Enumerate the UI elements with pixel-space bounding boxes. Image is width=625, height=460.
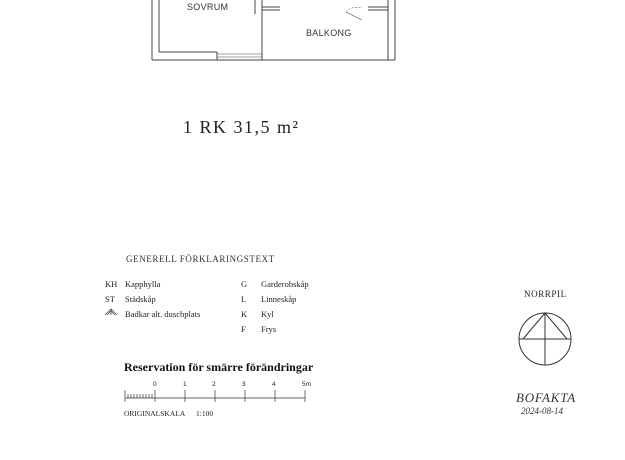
scale-tick-label: 3 [242, 381, 246, 388]
legend-desc-badkar: Badkar alt. duschplats [125, 309, 201, 319]
legend-code-kh: KH [105, 279, 118, 289]
scale-tick-label: 4 [272, 381, 276, 388]
scale-tick-label: 0 [153, 381, 157, 388]
apartment-area: 1 RK 31,5 m² [183, 117, 300, 137]
legend-code-k: K [241, 309, 248, 319]
legend-code-g: G [241, 279, 248, 289]
scale-tick-label: 5m [302, 381, 312, 388]
scale-ratio: 1:100 [196, 409, 214, 418]
reservation-note: Reservation för smärre förändringar [124, 360, 314, 374]
brand-logo: BOFAKTA [516, 390, 577, 405]
legend-code-l: L [241, 294, 247, 304]
door-leaf [346, 12, 362, 20]
legend-title: GENERELL FÖRKLARINGSTEXT [126, 254, 275, 264]
brand-date: 2024-08-14 [521, 406, 563, 416]
legend-desc-g: Garderobskåp [261, 279, 309, 289]
scale-tick-label: 1 [183, 381, 187, 388]
legend-desc-f: Frys [261, 324, 277, 334]
north-arrow-icon [515, 311, 575, 367]
legend-desc-st: Städskåp [125, 294, 156, 304]
shower-icon [104, 307, 118, 317]
north-label: NORRPIL [524, 289, 567, 299]
legend-code-f: F [241, 324, 246, 334]
legend-code-st: ST [105, 294, 115, 304]
scale-label: ORIGINALSKALA [124, 409, 186, 418]
legend-desc-k: Kyl [261, 309, 274, 319]
scale-bar [120, 388, 312, 404]
room-label-balkong: BALKONG [306, 28, 352, 38]
door-arc [346, 8, 362, 13]
room-label-sovrum: SOVRUM [187, 2, 229, 12]
legend-desc-l: Linneskåp [261, 294, 297, 304]
legend-desc-kh: Kapphylla [125, 279, 161, 289]
scale-tick-label: 2 [212, 381, 216, 388]
